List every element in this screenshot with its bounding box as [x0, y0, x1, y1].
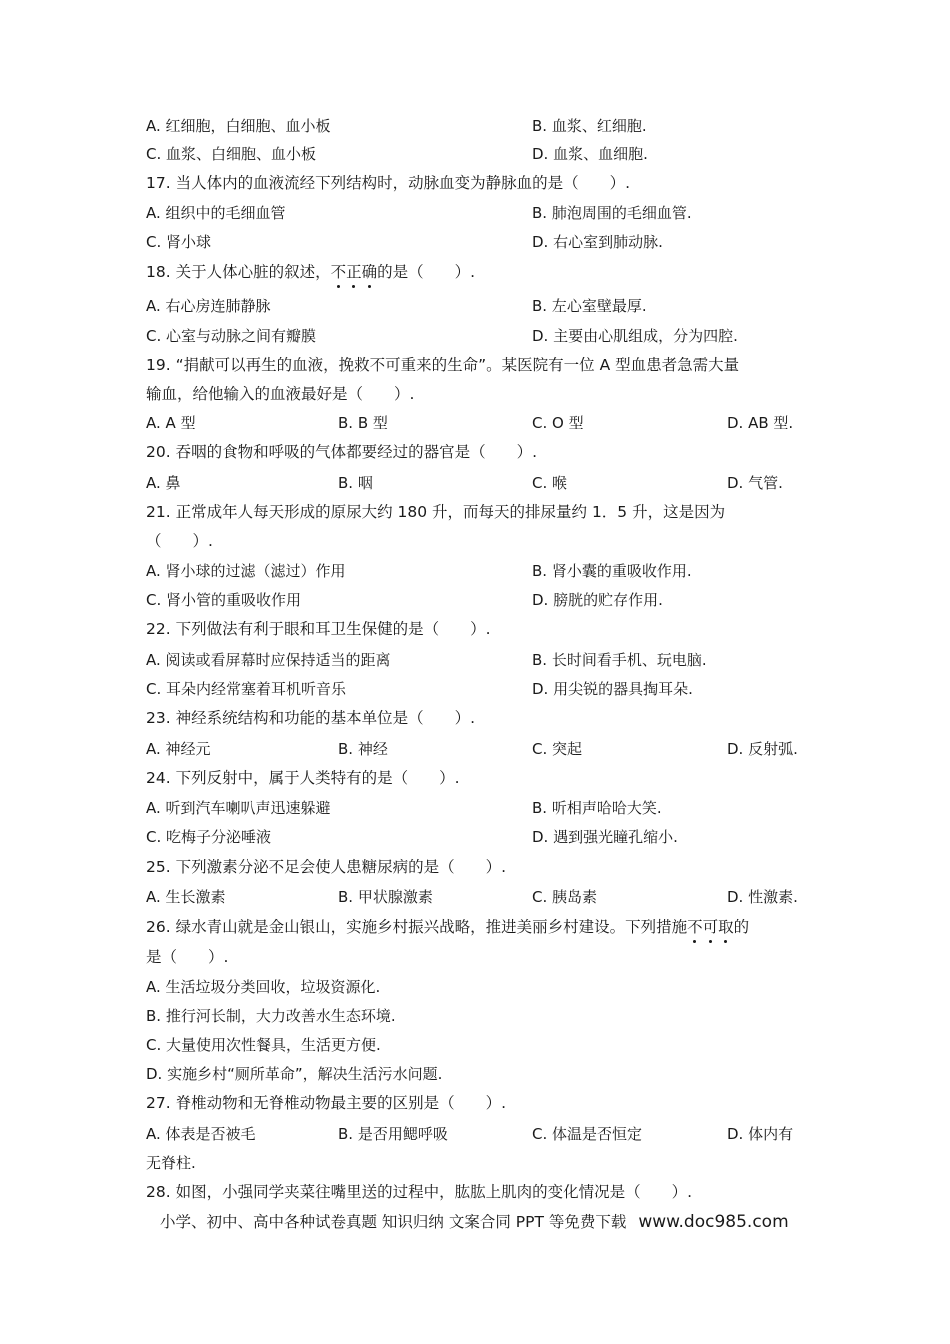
q18-option-a: A. 右心房连肺静脉 [146, 297, 271, 315]
q18-emphasis-3: 确 [361, 263, 378, 281]
q18-stem-pre: 18. 关于人体心脏的叙述， [146, 263, 331, 281]
q20-option-d: D. 气管. [727, 474, 783, 492]
footer-text: 小学、初中、高中各种试卷真题 知识归纳 文案合同 PPT 等免费下载 [160, 1213, 627, 1231]
q18-stem-post: 的是（ ）. [377, 263, 476, 281]
q27-option-b: B. 是否用鳃呼吸 [338, 1125, 448, 1143]
q23-option-d: D. 反射弧. [727, 740, 798, 758]
q26-emphasis-3: 取 [718, 918, 734, 936]
q24-stem: 24. 下列反射中，属于人类特有的是（ ）. [146, 769, 460, 787]
q21-option-c: C. 肾小管的重吸收作用 [146, 591, 302, 609]
q18-option-d: D. 主要由心肌组成，分为四腔. [532, 327, 738, 345]
q22-stem: 22. 下列做法有利于眼和耳卫生保健的是（ ）. [146, 620, 491, 638]
q19-stem-line1: 19. “捐献可以再生的血液，挽救不可重来的生命”。某医院有一位 A 型血患者急需大量 [146, 356, 740, 374]
q23-option-a: A. 神经元 [146, 740, 211, 758]
q25-option-d: D. 性激素. [727, 888, 798, 906]
q18-stem [146, 262, 475, 282]
q17-option-b: B. 肺泡周围的毛细血管. [532, 204, 692, 222]
q18-emphasis-1: 不 [330, 263, 347, 281]
q26-stem-line1 [146, 917, 749, 937]
q24-option-c: C. 吃梅子分泌唾液 [146, 828, 272, 846]
q17-option-a: A. 组织中的毛细血管 [146, 204, 286, 222]
q20-stem: 20. 吞咽的食物和呼吸的气体都要经过的器官是（ ）. [146, 443, 538, 461]
q26-option-a: A. 生活垃圾分类回收，垃圾资源化. [146, 978, 381, 996]
q21-option-a: A. 肾小球的过滤（滤过）作用 [146, 562, 346, 580]
q26-stem-line2: 是（ ）. [146, 948, 229, 966]
q19-option-d: D. AB 型. [727, 414, 794, 432]
q18-option-b: B. 左心室壁最厚. [532, 297, 647, 315]
q19-option-a: A. A 型 [146, 414, 196, 432]
q23-stem: 23. 神经系统结构和功能的基本单位是（ ）. [146, 709, 476, 727]
footer-site-link[interactable]: www.doc985.com [638, 1212, 789, 1232]
q21-option-d: D. 膀胱的贮存作用. [532, 591, 663, 609]
q23-option-c: C. 突起 [532, 740, 583, 758]
q24-option-d: D. 遇到强光瞳孔缩小. [532, 828, 678, 846]
q20-option-a: A. 鼻 [146, 474, 181, 492]
q26-option-d: D. 实施乡村“厕所革命”，解决生活污水问题. [146, 1065, 443, 1083]
q23-option-b: B. 神经 [338, 740, 388, 758]
q27-option-a: A. 体表是否被毛 [146, 1125, 256, 1143]
q19-option-b: B. B 型 [338, 414, 388, 432]
q26-emphasis-2: 可 [702, 918, 719, 936]
q27-option-d-continued: 无脊柱. [146, 1154, 196, 1172]
q28-stem: 28. 如图，小强同学夹菜往嘴里送的过程中，肱肱上肌肉的变化情况是（ ）. [146, 1183, 693, 1201]
q22-option-c: C. 耳朵内经常塞着耳机听音乐 [146, 680, 347, 698]
q24-option-a: A. 听到汽车喇叭声迅速躲避 [146, 799, 331, 817]
q26-option-b: B. 推行河长制，大力改善水生态环境. [146, 1007, 396, 1025]
q20-option-c: C. 喉 [532, 474, 568, 492]
q22-option-b: B. 长时间看手机、玩电脑. [532, 651, 707, 669]
q25-option-a: A. 生长激素 [146, 888, 226, 906]
q22-option-a: A. 阅读或看屏幕时应保持适当的距离 [146, 651, 391, 669]
q18-emphasis-2: 正 [346, 263, 362, 281]
q19-option-c: C. O 型 [532, 414, 584, 432]
q26-stem-pre: 26. 绿水青山就是金山银山，实施乡村振兴战略，推进美丽乡村建设。下列措施 [146, 918, 688, 936]
q17-option-d: D. 右心室到肺动脉. [532, 233, 663, 251]
q24-option-b: B. 听相声哈哈大笑. [532, 799, 662, 817]
footer [160, 1212, 789, 1232]
q20-option-b: B. 咽 [338, 474, 373, 492]
q22-option-d: D. 用尖锐的器具掏耳朵. [532, 680, 693, 698]
q27-option-d: D. 体内有 [727, 1125, 794, 1143]
q25-option-b: B. 甲状腺激素 [338, 888, 433, 906]
q17-stem: 17. 当人体内的血液流经下列结构时，动脉血变为静脉血的是（ ）. [146, 174, 631, 192]
q27-option-c: C. 体温是否恒定 [532, 1125, 643, 1143]
q26-option-c: C. 大量使用次性餐具，生活更方便. [146, 1036, 381, 1054]
q19-stem-line2: 输血，给他输入的血液最好是（ ）. [146, 385, 415, 403]
q21-stem-line1: 21. 正常成年人每天形成的原尿大约 180 升，而每天的排尿量约 1．5 升，这是因为 [146, 503, 726, 521]
q16-option-d: D. 血浆、血细胞. [532, 145, 648, 163]
q16-option-c: C. 血浆、白细胞、血小板 [146, 145, 317, 163]
q26-emphasis-1: 不 [687, 918, 703, 936]
q25-stem: 25. 下列激素分泌不足会使人患糖尿病的是（ ）. [146, 858, 507, 876]
q27-stem: 27. 脊椎动物和无脊椎动物最主要的区别是（ ）. [146, 1094, 507, 1112]
q21-stem-line2: （ ）. [146, 532, 213, 550]
q18-option-c: C. 心室与动脉之间有瓣膜 [146, 327, 317, 345]
q16-option-b: B. 血浆、红细胞. [532, 117, 647, 135]
q26-stem-post: 的 [733, 918, 750, 936]
q16-option-a: A. 红细胞，白细胞、血小板 [146, 117, 331, 135]
q25-option-c: C. 胰岛素 [532, 888, 598, 906]
q21-option-b: B. 肾小囊的重吸收作用. [532, 562, 692, 580]
q17-option-c: C. 肾小球 [146, 233, 212, 251]
